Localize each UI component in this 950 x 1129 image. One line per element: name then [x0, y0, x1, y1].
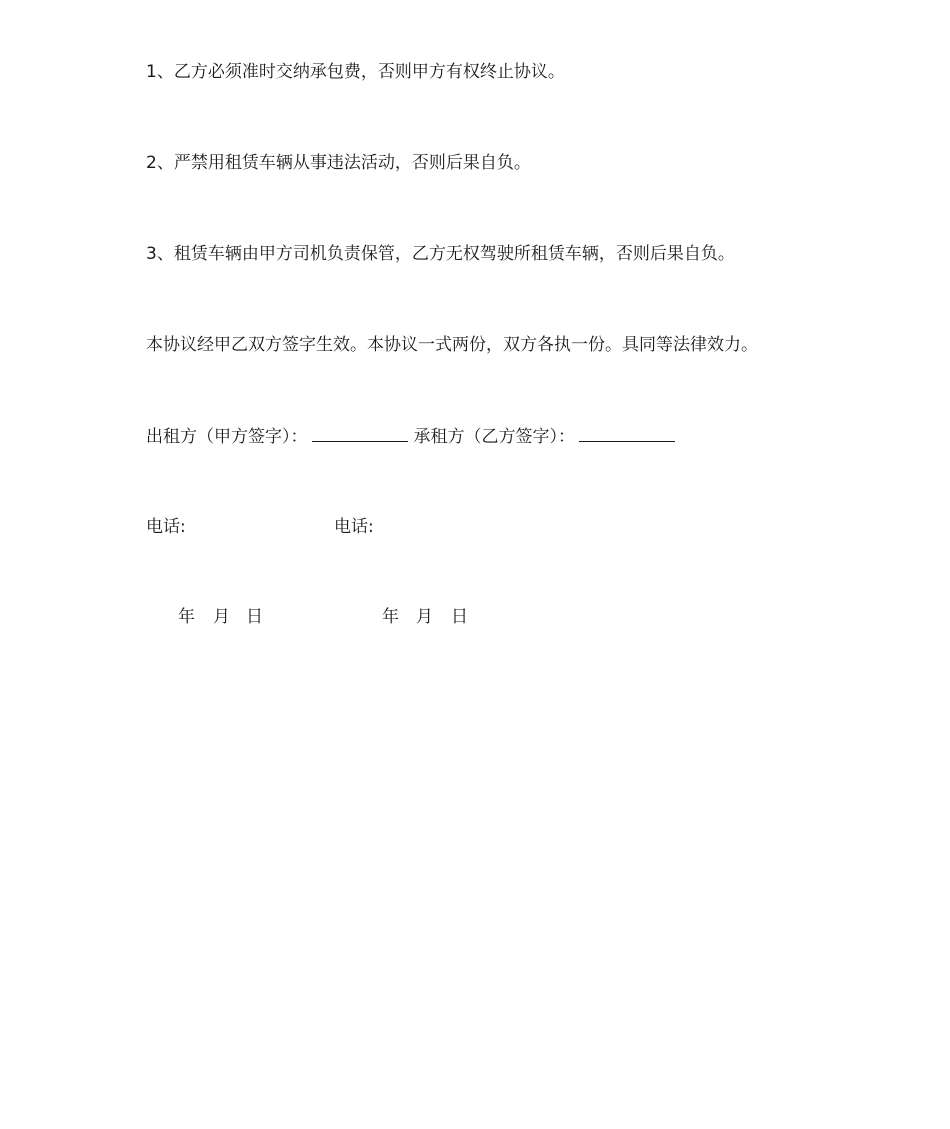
clause-1: 1、乙方必须准时交纳承包费，否则甲方有权终止协议。: [146, 62, 565, 82]
lessee-date-year: 年: [382, 607, 399, 627]
lessor-date-day: 日: [246, 607, 263, 627]
lessee-signature-blank: [579, 424, 675, 442]
lessee-phone-label: 电话:: [334, 517, 374, 537]
lessor-phone-label: 电话:: [146, 517, 186, 537]
lessee-date-day: 日: [451, 607, 468, 627]
lessor-date-month: 月: [213, 607, 230, 627]
lessee-signature-label: 承租方（乙方签字）：: [413, 427, 575, 447]
signature-row: [146, 424, 681, 449]
effect-statement: 本协议经甲乙双方签字生效。本协议一式两份，双方各执一份。具同等法律效力。: [146, 335, 758, 355]
clause-2: 2、严禁用租赁车辆从事违法活动，否则后果自负。: [146, 153, 531, 173]
lessor-signature-label: 出租方（甲方签字）：: [146, 427, 308, 447]
lessee-date-month: 月: [416, 607, 433, 627]
lessor-date-year: 年: [178, 607, 195, 627]
clause-3: 3、租赁车辆由甲方司机负责保管，乙方无权驾驶所租赁车辆，否则后果自负。: [146, 244, 735, 264]
lessor-signature-blank: [312, 424, 408, 442]
